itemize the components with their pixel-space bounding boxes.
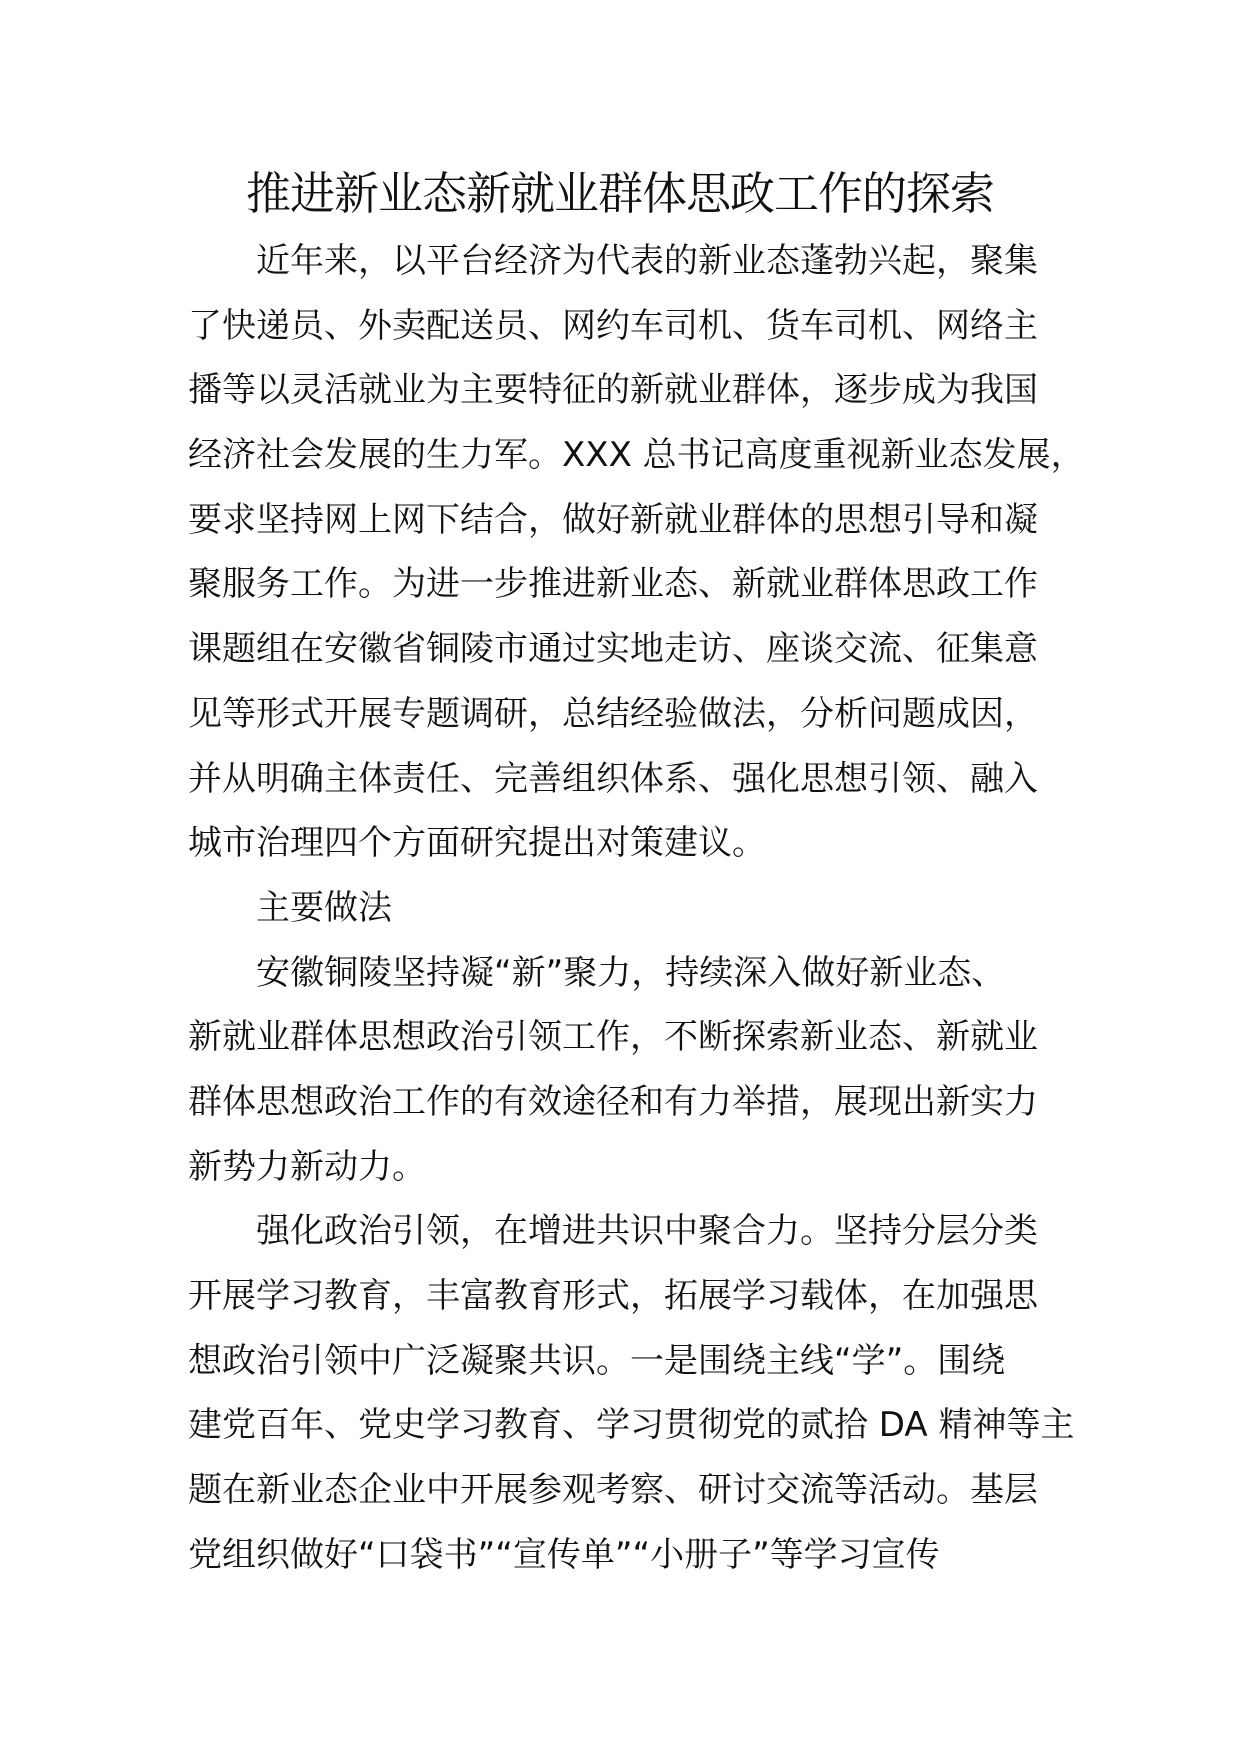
paragraph-line: 党组织做好“口袋书”“宣传单”“小册子”等学习宣传 <box>188 1534 940 1575</box>
paragraph-line: 聚服务工作。为进一步推进新业态、新就业群体思政工作 <box>188 564 1038 605</box>
paragraph-line: 新就业群体思想政治引领工作，不断探索新业态、新就业 <box>188 1017 1038 1058</box>
section-heading: 主要做法 <box>256 887 392 928</box>
paragraph-line: 开展学习教育，丰富教育形式，拓展学习载体，在加强思 <box>188 1276 1038 1316</box>
paragraph-line: 安徽铜陵坚持凝“新”聚力，持续深入做好新业态、 <box>256 952 1006 993</box>
paragraph-line: 经济社会发展的生力军。XXX 总书记高度重视新业态发展， <box>188 435 1085 476</box>
paragraph-line: 见等形式开展专题调研，总结经验做法，分析问题成因， <box>188 693 1038 734</box>
paragraph-line: 强化政治引领，在增进共识中聚合力。坚持分层分类 <box>256 1211 1038 1252</box>
paragraph-line: 建党百年、党史学习教育、学习贯彻党的贰拾 DA 精神等主 <box>188 1405 1075 1446</box>
paragraph-line: 新势力新动力。 <box>188 1146 426 1187</box>
document-title: 推进新业态新就业群体思政工作的探索 <box>245 167 994 220</box>
paragraph-line: 群体思想政治工作的有效途径和有力举措，展现出新实力 <box>188 1081 1038 1122</box>
document-body <box>188 229 1085 1587</box>
paragraph-line: 并从明确主体责任、完善组织体系、强化思想引领、融入 <box>188 758 1038 799</box>
paragraph-line: 近年来，以平台经济为代表的新业态蓬勃兴起，聚集 <box>256 241 1038 281</box>
paragraph-line: 播等以灵活就业为主要特征的新就业群体，逐步成为我国 <box>188 370 1038 411</box>
paragraph-line: 想政治引领中广泛凝聚共识。一是围绕主线“学”。围绕 <box>188 1340 1006 1381</box>
paragraph-line: 课题组在安徽省铜陵市通过实地走访、座谈交流、征集意 <box>188 629 1038 670</box>
paragraph-line: 要求坚持网上网下结合，做好新就业群体的思想引导和凝 <box>188 499 1038 540</box>
paragraph-line: 了快递员、外卖配送员、网约车司机、货车司机、网络主 <box>188 305 1038 346</box>
paragraph-line: 城市治理四个方面研究提出对策建议。 <box>188 823 766 864</box>
paragraph-line: 题在新业态企业中开展参观考察、研讨交流等活动。基层 <box>188 1470 1038 1511</box>
